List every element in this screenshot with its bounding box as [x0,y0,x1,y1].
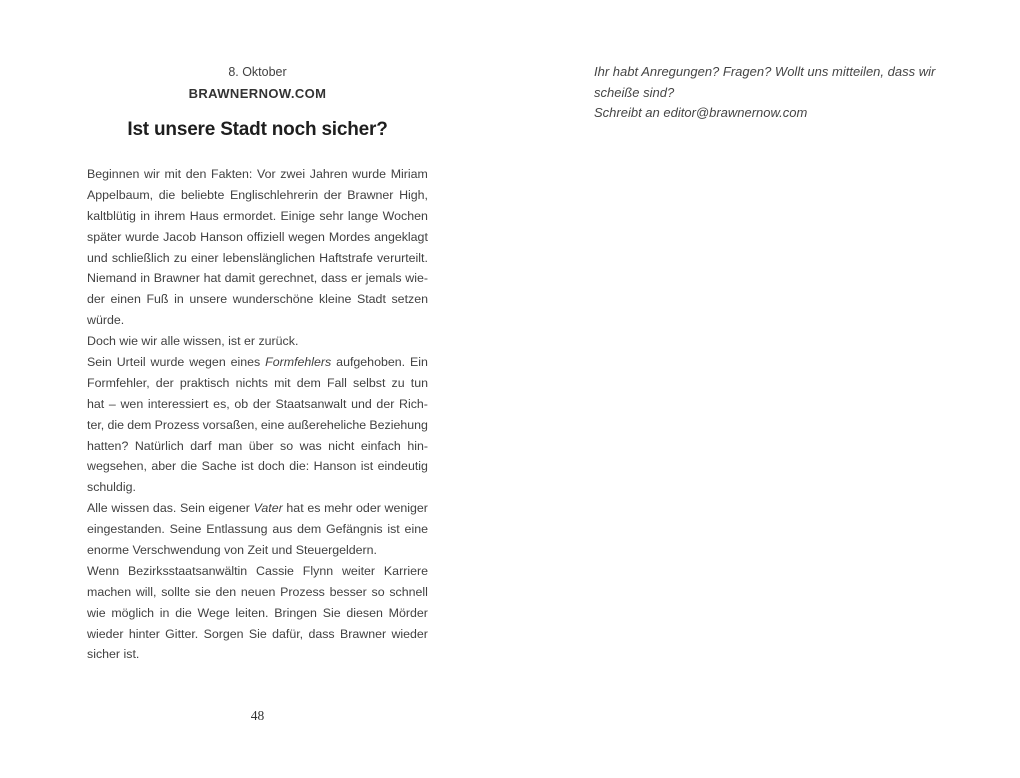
word: Ein [409,355,428,370]
word: später [87,229,122,244]
word: in [140,208,150,223]
word: nicht [328,438,355,453]
word: die: [289,459,310,474]
word: Sie [322,605,341,620]
word: außereheliche [287,417,367,432]
word: lebenslänglichen [222,250,316,265]
text-line [87,456,428,477]
text-line [87,519,428,540]
word: Staatsanwalt [275,396,347,411]
word: sie [194,584,211,599]
word: die [158,187,176,202]
word: Appelbaum, [87,187,154,202]
word: High, [399,187,428,202]
word: eigener [208,501,250,516]
word: eine [404,522,428,537]
word: Alle [87,501,108,516]
word: Fuß [146,292,169,307]
text-line [87,310,428,331]
word: mehr [324,501,353,516]
word: Formfehler, [87,375,150,390]
word: Einige [280,208,315,223]
word: er [350,271,362,286]
word: aus [272,522,293,537]
word: ter, [87,417,105,432]
text-line [87,436,428,457]
text-segment: enorme Verschwendung von Zeit und Steuergeldern. [87,543,377,558]
word: ist [360,459,374,474]
text-line [87,582,428,603]
word: Wochen [382,208,428,223]
text-line [87,624,428,645]
word: Wege [197,605,230,620]
word: in [140,271,150,286]
editor-note-line: scheiße sind? [594,84,675,100]
word: wieder [391,626,428,641]
word: der [155,375,174,390]
word: einfach [360,438,401,453]
word: Vater [253,501,283,516]
word: aufgehoben. [336,355,406,370]
word: damit [224,271,255,286]
word: wegen [288,229,325,244]
text-segment: sicher ist. [87,647,140,662]
word: Flynn [302,563,334,578]
word: Stadt [356,292,386,307]
word: sollte [161,584,191,599]
text-line [87,331,428,352]
word: Haftstrafe [319,250,373,265]
word: Sie [248,626,267,641]
word: machen [87,584,132,599]
word: wunderschöne [232,292,314,307]
word: Formfehlers [265,355,332,370]
paragraph [87,164,428,331]
word: die [107,417,124,432]
word: Gitter. [165,626,199,641]
word: es [307,501,321,516]
word: dem [297,522,322,537]
word: Sein [180,501,205,516]
paragraph [87,331,428,352]
word: weiter [341,563,376,578]
word: schnell [389,584,428,599]
word: einen [110,292,141,307]
word: Rich- [399,396,428,411]
word: ist [241,459,254,474]
word: Vor [257,167,276,181]
word: wurde [150,355,185,370]
word: Beginnen [87,167,140,181]
word: wurde [352,167,387,181]
word: hat [286,501,304,516]
word: und [351,396,372,411]
word: Urteil [116,355,146,370]
word: was [299,438,322,453]
text-line [87,477,428,498]
word: wie [87,605,106,620]
word: selbst [353,375,386,390]
word: Bringen [274,605,317,620]
editor-note-line: Schreibt an editor@brawnernow.com [594,105,808,121]
word: Fall [326,375,347,390]
word: und [87,250,108,265]
word: es, [213,396,230,411]
word: verurteilt. [376,250,428,265]
word: der [252,396,271,411]
word: das. [152,501,177,516]
word: Hanson [200,229,243,244]
word: interessiert [147,396,209,411]
text-line [87,268,428,289]
word: wissen [111,501,150,516]
word: neuen [240,584,276,599]
word: mit [164,167,182,181]
word: Karriere [383,563,428,578]
word: zwei [280,167,306,181]
word: Beziehung [369,417,428,432]
word: Sorgen [203,626,244,641]
word: oder [356,501,381,516]
text-segment: schuldig. [87,480,136,495]
word: kaltblütig [87,208,136,223]
editor-note [594,62,964,124]
word: doch [257,459,285,474]
text-line [87,185,428,206]
word: in [174,292,184,307]
word: darf [190,438,212,453]
word: mit [274,375,291,390]
word: aber [151,459,177,474]
article-body [87,164,428,665]
word: diesen [346,605,383,620]
word: leiten. [235,605,269,620]
word: Cassie [256,563,294,578]
word: beliebte [180,187,225,202]
word: dass [321,271,348,286]
word: vorsaßen, [202,417,258,432]
word: sehr [319,208,344,223]
word: wen [120,396,144,411]
word: Haus [189,208,219,223]
text-line [87,540,428,561]
word: Natürlich [134,438,184,453]
text-line [87,603,428,624]
word: den [185,167,207,181]
word: Jahren [309,167,348,181]
word: Brawner [347,187,394,202]
word: wurde [125,229,160,244]
word: ermordet. [223,208,277,223]
word: Brawner [153,271,200,286]
text-line [87,289,428,310]
text-line [87,227,428,248]
word: Prozess [154,417,200,432]
word: wegsehen, [87,459,147,474]
paragraph [87,561,428,665]
word: Brawner [339,626,387,641]
word: ob [234,396,249,411]
word: eingestanden. [87,522,165,537]
editor-note-line: Ihr habt Anregungen? Fragen? Wollt uns mitteilen, dass wir [594,64,936,79]
word: über [248,438,274,453]
word: Jacob [163,229,197,244]
word: ist [387,522,400,537]
paragraph [87,498,428,561]
word: wir [144,167,160,181]
word: ihrem [154,208,186,223]
word: einer [191,250,219,265]
text-line [87,206,428,227]
word: Sein [87,355,112,370]
text-line [87,373,428,394]
word: offiziell [246,229,285,244]
word: gerechnet, [258,271,318,286]
word: weniger [384,501,428,516]
word: wie- [405,271,428,286]
word: Mörder [388,605,428,620]
word: hatten? [87,438,129,453]
word: Englischlehrerin [229,187,319,202]
word: wieder [87,626,124,641]
word: dafür, [272,626,304,641]
word: jemals [365,271,402,286]
word: die [180,459,198,474]
word: praktisch [179,375,230,390]
word: eines [230,355,261,370]
word: den [215,584,237,599]
word: hinter [128,626,160,641]
word: Fakten: [211,167,253,181]
word: Gefängnis [326,522,383,537]
text-line [87,164,428,185]
word: die [175,605,192,620]
article-date: 8. Oktober [228,65,287,79]
word: Miriam [390,167,428,181]
word: eindeutig [377,459,428,474]
word: lange [347,208,379,223]
word: zu [391,375,405,390]
text-line [87,352,428,373]
word: wegen [189,355,226,370]
word: eine [260,417,285,432]
word: kleine [318,292,352,307]
text-line [87,498,428,519]
word: schließlich [111,250,170,265]
word: dass [308,626,335,641]
word: Mordes [328,229,371,244]
word: der [376,396,395,411]
word: Sache [201,459,237,474]
text-segment: Doch wie wir alle wissen, ist er zurück. [87,334,299,349]
word: unsere [189,292,228,307]
word: der [323,187,342,202]
word: angeklagt [374,229,428,244]
word: nichts [235,375,268,390]
text-line [87,394,428,415]
word: in [159,605,170,620]
text-line [87,248,428,269]
paragraph [87,352,428,498]
word: man [218,438,243,453]
word: setzen [391,292,428,307]
page-number: 48 [250,708,265,723]
word: Hanson [313,459,357,474]
word: besser [329,584,367,599]
article-site-name: BRAWNERNOW.COM [188,86,327,101]
word: hat [203,271,221,286]
word: möglich [111,605,155,620]
word: zu [173,250,187,265]
word: Entlassung [206,522,268,537]
word: hat [87,396,105,411]
word: Niemand [87,271,137,286]
word: dem [296,375,321,390]
word: so [371,584,385,599]
word: dem [127,417,152,432]
word: hin- [407,438,428,453]
word: will, [135,584,157,599]
text-segment: würde. [87,313,125,328]
text-line [87,644,428,665]
word: der [87,292,105,307]
word: – [108,396,116,411]
word: Prozess [280,584,325,599]
word: tun [410,375,428,390]
word: so [280,438,294,453]
article-headline: Ist unsere Stadt noch sicher? [127,119,388,140]
word: Bezirksstaatsanwältin [128,563,248,578]
text-line [87,415,428,436]
text-line [87,561,428,582]
word: Seine [169,522,202,537]
word: Wenn [87,563,120,578]
